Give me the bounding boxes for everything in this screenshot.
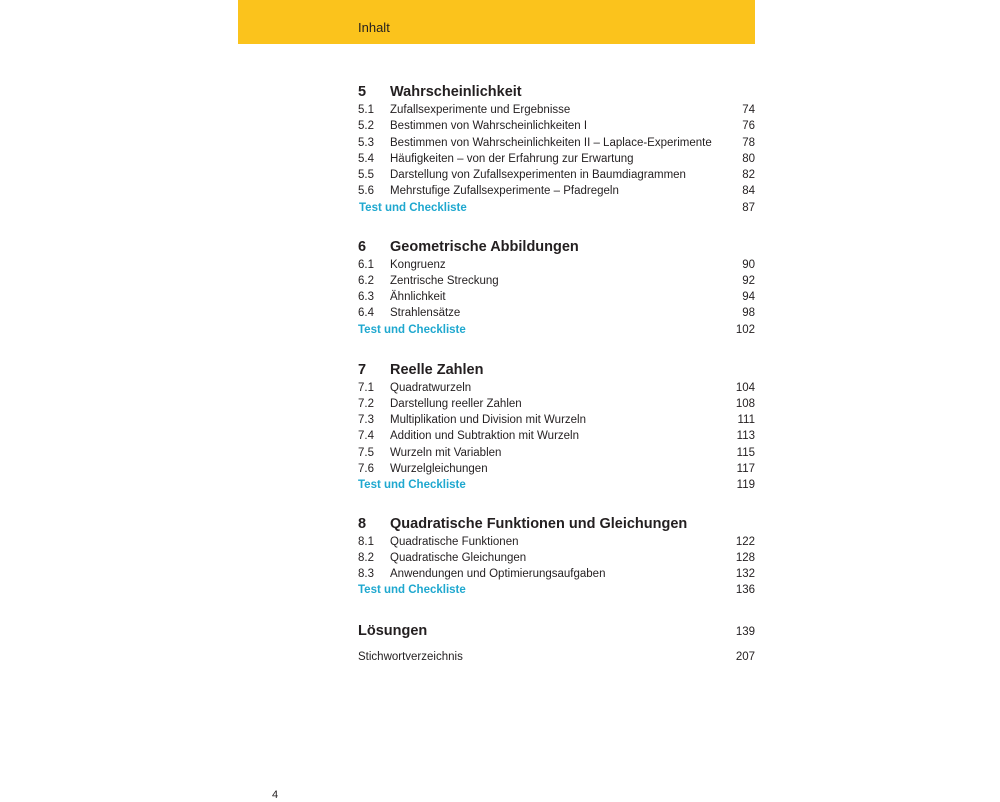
toc-entry: [358, 461, 755, 477]
test-label: Test und Checkliste: [358, 323, 466, 336]
section-title: Quadratische Gleichungen: [390, 551, 527, 564]
section-page: 108: [735, 397, 755, 410]
section-title: Multiplikation und Division mit Wurzeln: [390, 414, 586, 427]
toc-entry: [358, 167, 755, 183]
section-number: 8.1: [358, 535, 374, 548]
chapter-6: [358, 238, 755, 338]
toc-entry: [358, 183, 755, 199]
section-number: 6.1: [358, 258, 374, 271]
section-title: Häufigkeiten – von der Erfahrung zur Erwartung: [390, 152, 634, 165]
section-page: 90: [742, 258, 755, 271]
section-title: Zentrische Streckung: [390, 274, 499, 287]
section-number: 6.3: [358, 291, 374, 304]
section-page: 92: [742, 274, 755, 287]
test-page: 136: [735, 584, 755, 597]
toc-entry: [358, 289, 755, 305]
chapter-title: Wahrscheinlichkeit: [390, 84, 522, 100]
toc-entry: [358, 151, 755, 167]
section-title: Mehrstufige Zufallsexperimente – Pfadregeln: [390, 185, 619, 198]
test-entry: [358, 477, 755, 493]
section-page: 117: [736, 462, 755, 475]
section-number: 5.4: [358, 152, 374, 165]
section-page: 94: [742, 291, 755, 304]
index-page: 207: [735, 651, 755, 663]
table-of-contents: [358, 0, 755, 700]
toc-entry: [358, 445, 755, 461]
toc-entry: [358, 428, 755, 444]
test-entry: [358, 200, 755, 216]
section-title: Quadratwurzeln: [390, 381, 472, 394]
test-page: 119: [736, 479, 755, 492]
section-number: 7.1: [358, 381, 374, 394]
section-page: 76: [742, 120, 755, 133]
section-title: Wurzeln mit Variablen: [390, 446, 502, 459]
section-page: 98: [742, 307, 755, 320]
toc-entry: [358, 118, 755, 134]
toc-entry: [358, 550, 755, 566]
chapter-heading: [358, 361, 755, 380]
chapter-7: [358, 361, 755, 494]
section-page: 128: [735, 551, 755, 564]
solutions-label: Lösungen: [358, 623, 428, 639]
toc-entry: [358, 412, 755, 428]
section-title: Kongruenz: [390, 258, 446, 271]
section-page: 122: [735, 535, 755, 548]
chapter-title: Geometrische Abbildungen: [390, 238, 579, 255]
section-title: Strahlensätze: [390, 307, 461, 320]
section-title: Bestimmen von Wahrscheinlichkeiten II – Laplace-Experimente: [390, 136, 712, 149]
chapter-title: Quadratische Funktionen und Gleichungen: [390, 515, 688, 532]
chapter-number: 7: [358, 361, 367, 378]
section-title: Wurzelgleichungen: [390, 462, 488, 475]
test-entry: [358, 582, 755, 598]
section-number: 6.2: [358, 274, 374, 287]
section-title: Darstellung von Zufallsexperimenten in Baumdiagrammen: [390, 169, 686, 182]
section-number: 5.1: [358, 104, 374, 116]
section-title: Ähnlichkeit: [390, 291, 446, 304]
section-number: 5.3: [358, 136, 374, 149]
toc-entry: [358, 273, 755, 289]
section-number: 6.4: [358, 307, 374, 320]
page-number: 4: [272, 789, 279, 801]
toc-entry: [358, 566, 755, 582]
test-entry: [358, 322, 755, 338]
toc-entry: [358, 305, 755, 321]
chapter-title: Reelle Zahlen: [390, 361, 484, 378]
chapter-5: [358, 83, 755, 216]
chapter-number: 6: [358, 238, 367, 255]
section-title: Addition und Subtraktion mit Wurzeln: [390, 430, 579, 443]
test-label: Test und Checkliste: [359, 201, 467, 214]
section-title: Darstellung reeller Zahlen: [390, 397, 522, 410]
section-number: 5.5: [358, 169, 374, 182]
section-number: 7.3: [358, 414, 374, 427]
section-number: 8.3: [358, 568, 374, 581]
test-label: Test und Checkliste: [358, 479, 466, 492]
section-page: 78: [742, 136, 755, 149]
section-page: 82: [742, 169, 755, 182]
section-page: 74: [742, 104, 755, 116]
section-number: 7.5: [358, 446, 374, 459]
section-page: 84: [742, 185, 755, 198]
section-number: 8.2: [358, 551, 374, 564]
section-number: 5.2: [358, 120, 374, 133]
toc-entry: [358, 102, 755, 118]
section-number: 5.6: [358, 185, 374, 198]
section-page: 115: [736, 446, 755, 459]
section-page: 80: [742, 152, 755, 165]
section-title: Bestimmen von Wahrscheinlichkeiten I: [390, 120, 588, 133]
section-number: 7.4: [358, 430, 374, 443]
section-number: 7.6: [358, 462, 374, 475]
test-page: 102: [735, 323, 755, 336]
toc-entry: [358, 534, 755, 550]
toc-entry: [358, 257, 755, 273]
toc-entry: [358, 380, 755, 396]
header-title: Inhalt: [358, 20, 390, 35]
toc-entry: [358, 135, 755, 151]
section-title: Zufallsexperimente und Ergebnisse: [390, 104, 571, 116]
section-number: 7.2: [358, 397, 374, 410]
test-label: Test und Checkliste: [358, 584, 466, 597]
toc-entry: [358, 396, 755, 412]
solutions-page: 139: [735, 626, 755, 638]
chapter-heading: [358, 515, 755, 534]
section-page: 111: [737, 414, 755, 427]
index-entry: [358, 649, 755, 665]
section-page: 104: [735, 381, 755, 394]
index-label: Stichwortverzeichnis: [358, 651, 463, 663]
chapter-number: 8: [358, 515, 367, 532]
section-title: Quadratische Funktionen: [390, 535, 519, 548]
chapter-number: 5: [358, 84, 367, 100]
section-page: 113: [736, 430, 755, 443]
chapter-heading: [358, 83, 755, 102]
test-page: 87: [742, 201, 755, 214]
chapter-8: [358, 515, 755, 599]
chapter-heading: [358, 238, 755, 257]
solutions-entry: [358, 621, 755, 641]
section-title: Anwendungen und Optimierungsaufgaben: [390, 568, 606, 581]
section-page: 132: [735, 568, 755, 581]
